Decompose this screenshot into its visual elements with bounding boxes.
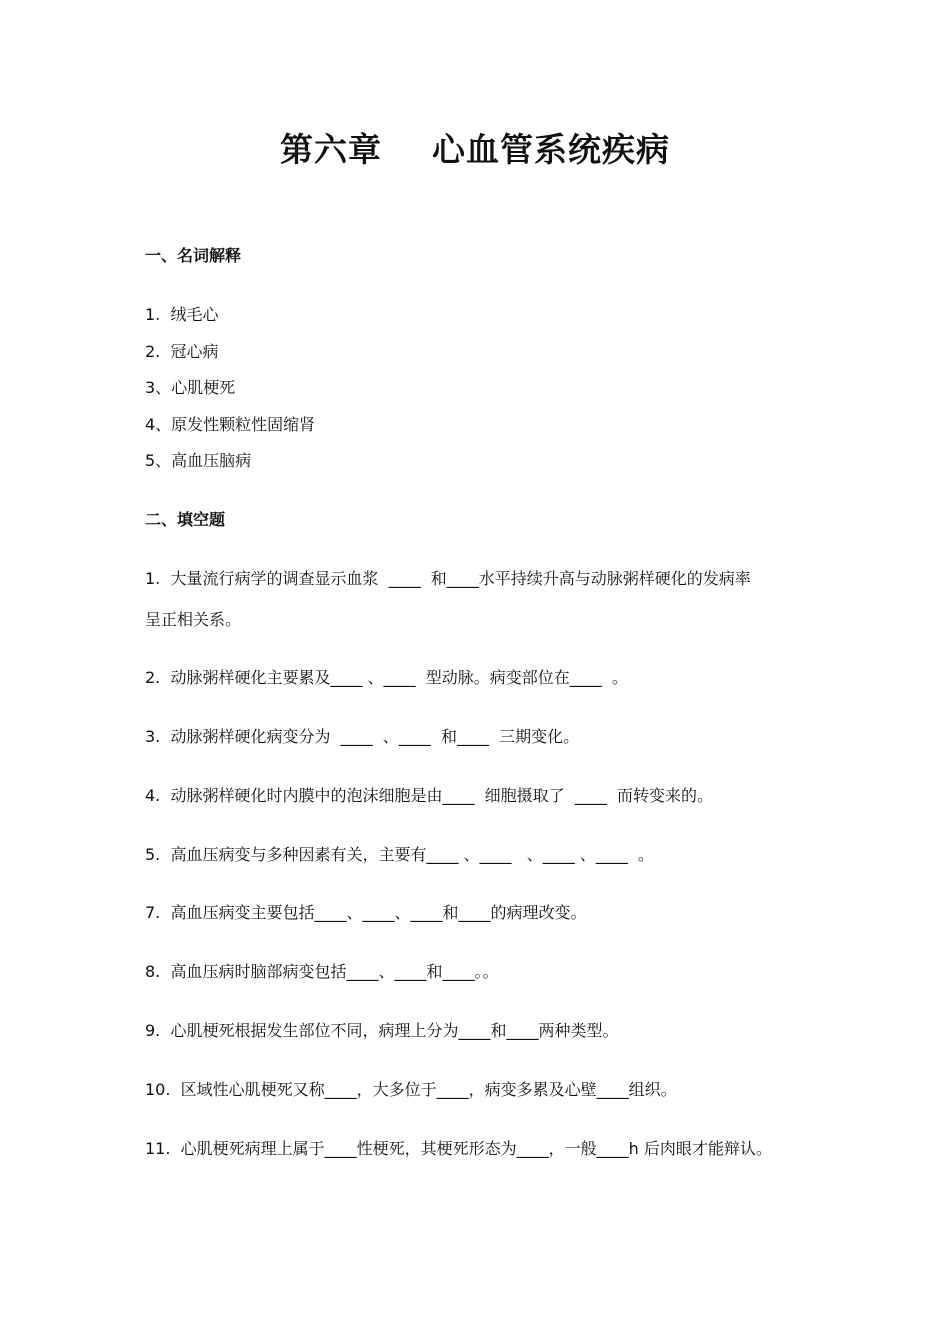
question-item: 3. 动脉粥样硬化病变分为 ____ 、____ 和____ 三期变化。	[145, 727, 580, 746]
term-item: 1. 绒毛心	[145, 305, 219, 324]
question-item: 10. 区域性心肌梗死又称____，大多位于____，病变多累及心壁____组织。	[145, 1080, 677, 1099]
question-item: 11. 心肌梗死病理上属于____性梗死，其梗死形态为____，一般____h 后肉眼才能辩认。	[145, 1139, 772, 1158]
question-item: 5. 高血压病变与多种因素有关，主要有____ 、____ 、____ 、____ 。	[145, 845, 655, 864]
term-item: 5、高血压脑病	[145, 451, 252, 470]
question-item: 4. 动脉粥样硬化时内膜中的泡沫细胞是由____ 细胞摄取了 ____ 而转变来的。	[145, 786, 713, 805]
question-item: 8. 高血压病时脑部病变包括____、____和____。。	[145, 962, 499, 981]
section-heading-terms: 一、名词解释	[145, 246, 242, 265]
page-title: 第六章 心血管系统疾病	[280, 130, 670, 169]
section-heading-fill-blank: 二、填空题	[145, 510, 226, 529]
question-item: 2. 动脉粥样硬化主要累及____ 、____ 型动脉。病变部位在____ 。	[145, 668, 628, 687]
question-item: 7. 高血压病变主要包括____、____、____和____的病理改变。	[145, 903, 587, 922]
question-item-continued: 呈正相关系。	[145, 610, 242, 629]
question-item: 1. 大量流行病学的调查显示血浆 ____ 和____水平持续升高与动脉粥样硬化的发病率	[145, 569, 751, 588]
term-item: 3、心肌梗死	[145, 378, 236, 397]
question-item: 9. 心肌梗死根据发生部位不同，病理上分为____和____两种类型。	[145, 1021, 619, 1040]
term-item: 2. 冠心病	[145, 342, 219, 361]
term-item: 4、原发性颗粒性固缩肾	[145, 415, 316, 434]
